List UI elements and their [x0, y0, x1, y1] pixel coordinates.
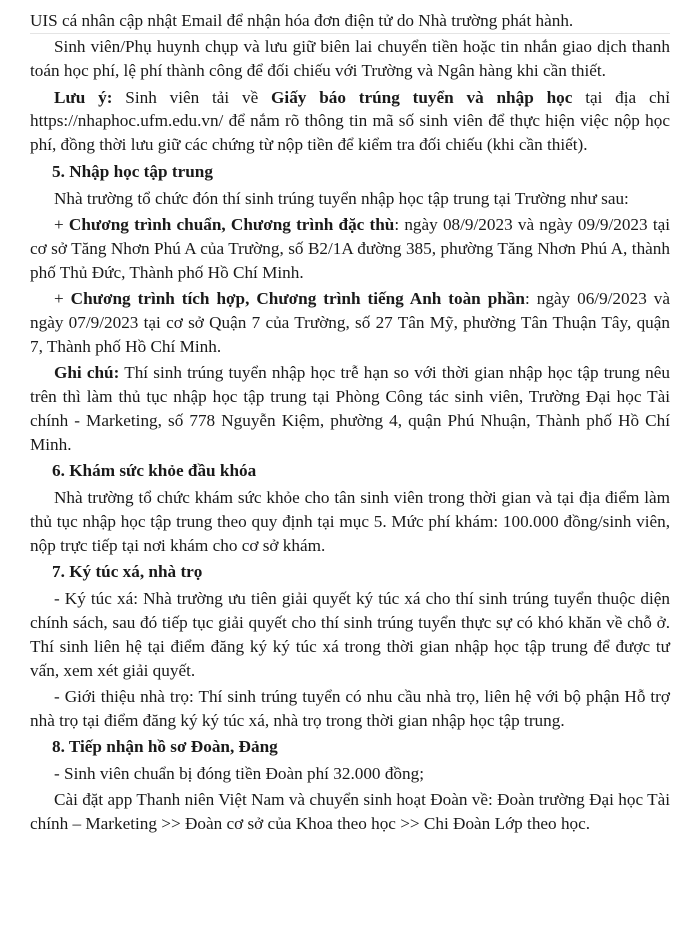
- section-5-note: [30, 361, 670, 457]
- section-6-text: Nhà trường tổ chức khám sức khỏe cho tân sinh viên trong thời gian và tại địa điểm làm thủ tục nhập học tập trung theo quy định tại mục 5. Mức phí khám: 100.000 đồng/sinh viên, nộp trực tiếp tại nơi khám cho cơ sở khám.: [30, 487, 670, 555]
- note-text-1: Sinh viên tải về: [112, 87, 272, 107]
- section-7-boarding: - Giới thiệu nhà trọ: Thí sinh trúng tuyển có nhu cầu nhà trọ, liên hệ với bộ phận Hỗ trợ nhà trọ tại điểm đăng ký ký túc xá, nhà trọ trong thời gian nhập học tập trung.: [30, 686, 670, 730]
- standard-program-details: : ngày 08/9/2023 và ngày 09/9/2023 tại cơ sở Tăng Nhơn Phú A của Trường, số B2/1A đường 385, phường Tăng Nhơn Phú A, thành phố Thủ Đức, Thành phố Hồ Chí Minh.: [30, 214, 670, 282]
- section-5-item-integrated: [30, 287, 670, 359]
- paragraph-note-download: [30, 86, 670, 158]
- remark-text: Thí sinh trúng tuyển nhập học trễ hạn so với thời gian nhập học tập trung nêu trên thì làm thủ tục nhập học tập trung tại Phòng Công tác sinh viên, Trường Đại học Tài chính - Marketing, số 778 Nguyễn Kiệm, phường 4, quận Phú Nhuận, Thành phố Hồ Chí Minh.: [30, 363, 670, 454]
- heading-section-5: 5. Nhập học tập trung: [52, 161, 213, 181]
- heading-section-6: 6. Khám sức khỏe đầu khóa: [52, 461, 257, 481]
- note-label: Lưu ý:: [54, 87, 113, 107]
- note-bold-title: Giấy báo trúng tuyển và nhập học: [271, 87, 573, 107]
- section-5-item-standard: [30, 213, 670, 285]
- faint-rule: [30, 33, 670, 34]
- paragraph-receipt: Sinh viên/Phụ huynh chụp và lưu giữ biên lai chuyển tiền hoặc tin nhắn giao dịch thanh toán học phí, lệ phí thành công để đối chiếu với Trường và Ngân hàng khi cần thiết.: [30, 37, 670, 81]
- section-7-dormitory: - Ký túc xá: Nhà trường ưu tiên giải quyết ký túc xá cho thí sinh trúng tuyển thuộc diện chính sách, sau đó tiếp tục giải quyết cho thí sinh trúng tuyển thực sự có khó khăn về chỗ ở. Thí sinh liên hệ tại điểm đăng ký ký túc xá trong thời gian nhập học tập trung để được tư vấn, xem xét giải quyết.: [30, 588, 670, 680]
- integrated-program-label: Chương trình tích hợp, Chương trình tiếng Anh toàn phần: [70, 288, 525, 308]
- standard-program-label: Chương trình chuẩn, Chương trình đặc thù: [68, 214, 395, 234]
- note-text-2: tại địa chỉ https://nhaphoc.ufm.edu.vn/ để nắm rõ thông tin mã số sinh viên để thực hiện việc nộp học phí, đồng thời lưu giữ các chứng từ nộp tiền để kiểm tra đối chiếu (khi cần thiết).: [30, 87, 670, 155]
- section-5-intro: Nhà trường tổ chức đón thí sinh trúng tuyển nhập học tập trung tại Trường như sau:: [54, 188, 629, 208]
- bullet-plus: +: [54, 288, 71, 308]
- heading-section-8: 8. Tiếp nhận hồ sơ Đoàn, Đảng: [52, 737, 278, 757]
- bullet-plus: +: [54, 214, 69, 234]
- paragraph-email: UIS cá nhân cập nhật Email để nhận hóa đơn điện tử do Nhà trường phát hành.: [30, 11, 574, 30]
- section-8-app: Cài đặt app Thanh niên Việt Nam và chuyển sinh hoạt Đoàn về: Đoàn trường Đại học Tài chính – Marketing >> Đoàn cơ sở của Khoa theo học >> Chi Đoàn Lớp theo học.: [30, 790, 670, 834]
- integrated-program-details: : ngày 06/9/2023 và ngày 07/9/2023 tại cơ sở Quận 7 của Trường, số 27 Tân Mỹ, phường Tân Thuận Tây, quận 7, Thành phố Hồ Chí Minh.: [30, 288, 670, 356]
- remark-label: Ghi chú:: [54, 363, 120, 383]
- section-8-fee: - Sinh viên chuẩn bị đóng tiền Đoàn phí 32.000 đồng;: [54, 764, 424, 784]
- heading-section-7: 7. Ký túc xá, nhà trọ: [52, 562, 203, 582]
